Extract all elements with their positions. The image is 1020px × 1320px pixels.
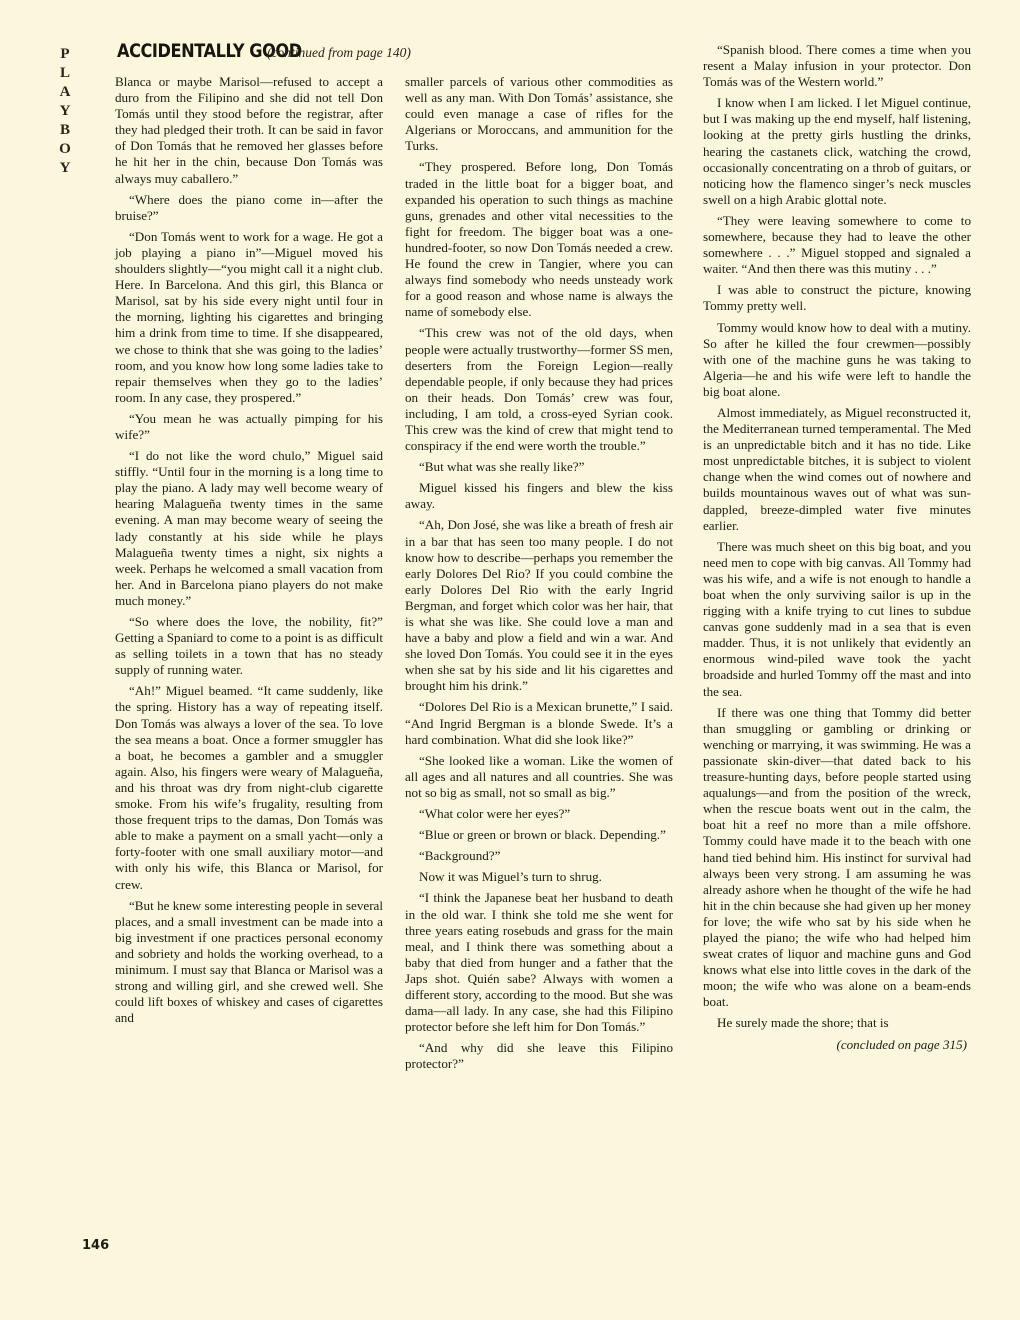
paragraph: Blanca or maybe Marisol—refused to accept a duro from the Filipino and she did not tell Don Tomás until they stood before the registrar, after they had pledged their troth. It can be said in favor of Don Tomás that he removed her glasses before he hit her in the chin, because Don Tomás was always muy caballero.” [115, 74, 383, 186]
paragraph: Almost immediately, as Miguel reconstructed it, the Mediterranean turned temperamental. The Med is an unpredictable bitch and it has no tide. Like most unpredictable bitches, it is subject to violent change when the wind comes out of nowhere and builds mountainous waves out of what was sun-dappled, breeze-dimpled water five minutes earlier. [703, 404, 971, 533]
text-column-3 [703, 42, 971, 1058]
masthead-letter: P [60, 46, 70, 62]
paragraph: “I do not like the word chulo,” Miguel said stiffly. “Until four in the morning is a long time to play the piano. A lady may well become weary of hearing Malagueña twenty times in the same evening. A man may become weary of seeing the lady constantly at his side while he plays Malagueña twenty times a night, six nights a week. Perhaps he welcomed a small vacation from her. And in Barcelona piano players do not make much money.” [115, 448, 383, 608]
paragraph: “Don Tomás went to work for a wage. He got a job playing a piano in”—Miguel moved his shoulders slightly—“you might call it a night club. Here. In Barcelona. And this girl, this Blanca or Marisol, sat by his side every night until four in the morning, lighting his cigarettes and bringing him a drink from time to time. If she disappeared, we chose to think that she was going to the ladies’ room, and you know how long some ladies take to repair themselves when they go to the ladies’ room. In any case, they prospered.” [115, 228, 383, 405]
paragraph: “I think the Japanese beat her husband to death in the old war. I think she told me she went for three years eating rosebuds and grass for the main meal, and I think there was something about a baby that died from hunger and a father that the Japs shot. Quién sabe? Always with women a different story, according to the mood. But she was dama—all lady. In any case, she had this Filipino protector before she left him for Don Tomás.” [405, 890, 673, 1035]
paragraph: “They were leaving somewhere to come to somewhere, because they had to leave the other somewhere . . .” Miguel stopped and signaled a waiter. “And then there was this mutiny . . .” [703, 212, 971, 277]
masthead-letter: A [59, 84, 71, 100]
masthead-letter: B [59, 122, 70, 138]
paragraph: “Background?” [419, 848, 501, 864]
continued-note: (continued from page 140) [267, 45, 411, 60]
paragraph: “Ah!” Miguel beamed. “It came suddenly, like the spring. History has a way of repeating itself. Don Tomás was always a lover of the sea. To love the sea means a boat. Once a former smuggler has a boat, he becomes a gambler and a smuggler again. Also, his fingers were weary of Malagueña, and his throat was dry from night-club cigarette smoke. From his wife’s frugality, resulting from those frequent trips to the damas, Don Tomás was able to make a payment on a small yacht—only a forty-footer with one small auxiliary motor—and with only his wife, this Blanca or Marisol, for crew. [115, 683, 383, 892]
paragraph: He surely made the shore; that is [717, 1015, 889, 1031]
paragraph: “Where does the piano come in—after the bruise?” [115, 191, 383, 223]
paragraph: I know when I am licked. I let Miguel continue, but I was making up the end myself, half listening, looking at the pretty girls hustling the drinks, hearing the castanets click, watching the crowd, occasionally concentrating on a throb of guitars, or noticing how the flamenco singer’s neck muscles swell on a high Arabic glottal note. [703, 95, 971, 207]
paragraph: I was able to construct the picture, knowing Tommy pretty well. [703, 282, 971, 314]
text-column-2 [405, 74, 673, 1077]
paragraph: “You mean he was actually pimping for his wife?” [115, 410, 383, 442]
paragraph: smaller parcels of various other commodities as well as any man. With Don Tomás’ assistance, she could even manage a case of rifles for the Algerians or Moroccans, and ammunition for the Turks. [405, 74, 673, 154]
paragraph: “She looked like a woman. Like the women of all ages and all natures and all countries. She was not so big as small, not so small as big.” [405, 752, 673, 800]
text-column-1 [115, 74, 383, 1031]
masthead-letter: L [59, 65, 70, 81]
article-title: ACCIDENTALLY GOOD [117, 40, 302, 62]
paragraph: “Ah, Don José, she was like a breath of fresh air in a bar that has seen too many people. I do not know how to describe—perhaps you remember the early Dolores Del Rio? If you could combine the early Dolores Del Rio with the early Ingrid Bergman, and forget which color was her hair, that is what she was like. She could love a man and have a baby and plow a field and win a war. And she loved Don Tomás. You could see it in the eyes when she sat by his side and lit his cigarettes and brought him his drink.” [405, 517, 673, 694]
paragraph: “They prospered. Before long, Don Tomás traded in the little boat for a bigger boat, and expanded his operation to such things as machine guns, grenades and other vital necessities to the fight for freedom. The bigger boat was a one-hundred-footer, so now Don Tomás needed a crew. He found the crew in Tangier, where you can always find somebody who needs unsteady work for a good reason and whose name is always the name of somebody else. [405, 159, 673, 320]
paragraph: “So where does the love, the nobility, fit?” Getting a Spaniard to come to a point is as difficult as selling toilets in a town that has no steady supply of running water. [115, 614, 383, 678]
paragraph: “This crew was not of the old days, when people were actually trustworthy—former SS men, deserters from the Foreign Legion—really dependable people, if only because they had prices on their heads. Don Tomás’ crew was four, including, I am told, a cross-eyed Syrian cook. This crew was the kind of crew that might tend to conspiracy if the end were worth the trouble.” [405, 325, 673, 454]
masthead-letter: O [59, 141, 71, 157]
paragraph: “Blue or green or brown or black. Depending.” [419, 827, 666, 843]
paragraph: “Spanish blood. There comes a time when you resent a Malay infusion in your protector. Don Tomás was of the Western world.” [703, 42, 971, 90]
masthead-vertical [55, 45, 75, 178]
paragraph: “Dolores Del Rio is a Mexican brunette,” I said. “And Ingrid Bergman is a blonde Swede. It’s a hard combination. What did she look like?” [405, 699, 673, 747]
page-number: 146 [82, 1238, 110, 1253]
masthead-letter: Y [59, 103, 71, 119]
masthead-letter: Y [59, 160, 71, 176]
article-header [117, 40, 677, 70]
paragraph: “And why did she leave this Filipino protector?” [405, 1040, 673, 1072]
paragraph: “What color were her eyes?” [419, 806, 571, 822]
paragraph: “But he knew some interesting people in several places, and a small investment can be made into a big investment if one practices personal economy and sobriety and holds the working overhead, to a minimum. I must say that Blanca or Marisol was a strong and willing girl, and she crewed well. She could lift boxes of whiskey and cases of cigarettes and [115, 897, 383, 1026]
paragraph: Miguel kissed his fingers and blew the kiss away. [405, 480, 673, 512]
paragraph: Tommy would know how to deal with a mutiny. So after he killed the four crewmen—possibly with one of the machine guns he was taking to Algeria—he and his wife were left to handle the big boat alone. [703, 319, 971, 399]
paragraph: “But what was she really like?” [419, 459, 585, 475]
paragraph: There was much sheet on this big boat, and you need men to cope with big canvas. All Tommy had was his wife, and a wife is not enough to handle a boat when the only surviving sailor is up in the rigging with a knife trying to cut lines to subdue canvas gone suddenly mad in a sea that is even madder. Thus, it is not unlikely that evidently an enormous wind-piled wave took the yacht broadside and hurled Tommy off the mast and into the sea. [703, 538, 971, 699]
paragraph: Now it was Miguel’s turn to shrug. [419, 869, 602, 885]
concluded-note: (concluded on page 315) [836, 1036, 967, 1052]
paragraph: If there was one thing that Tommy did better than smuggling or gambling or drinking or wenching or marrying, it was swimming. He was a passionate skin-diver—that dated back to his treasure-hunting days, before people started using aqualungs—and from the position of the wreck, when the rescue boats went out in the calm, the boat hit a reef no more than a mile offshore. Tommy could have made it to the beach with one hand tied behind him. His instinct for survival had always been very strong. I am assuming he was already ashore when he thought of the wife he had hit in the chin because she had given up her money for love; the wife who sat by his side when he played the piano; the wife who had helped him sweat crates of liquor and machine guns and God knows what else into little coves in the dark of the moon; the wife who was alone on a beam-ends boat. [703, 704, 971, 1010]
